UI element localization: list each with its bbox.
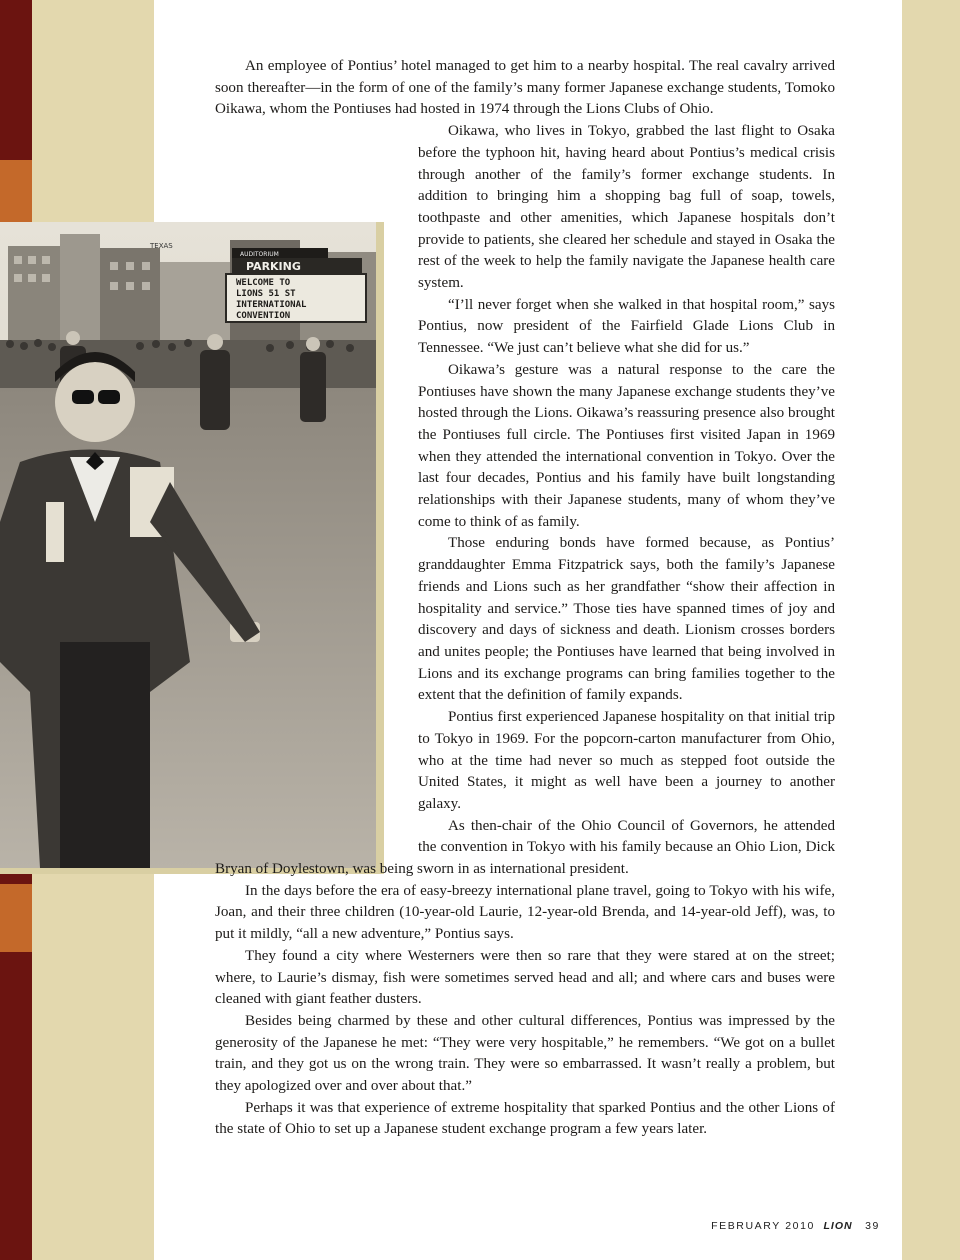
article-paragraph: An employee of Pontius’ hotel managed to get him to a nearby hospital. The real cavalry arrived soon thereafter—in the form of one of the family’s many former Japanese exchange students, Tomoko Oikawa, whom the Pontiuses had hosted in 1974 through the Lions Clubs of Ohio. — [215, 58, 835, 118]
texas-sign: TEXAS — [150, 242, 173, 250]
article-paragraph: Besides being charmed by these and other cultural differences, Pontius was impressed by the generosity of the Japanese he met: “They were very hospitable,” he remembers. “We got on a bullet train, and they got us on the wrong train. They were so embarrassed. It wasn’t really a problem, but they apologized over and over about that.” — [215, 1012, 835, 1095]
article-paragraph: They found a city where Westerners were then so rare that they were stared at on the street; where, to Laurie’s dismay, fish were sometimes served head and all; and where cars and buses were cleaned with giant feather dusters. — [215, 947, 835, 1008]
article-paragraph: “I’ll never forget when she walked in that hospital room,” says Pontius, now president of the Fairfield Glade Lions Club in Tennessee. “We just can’t believe what she did for us.” — [418, 296, 835, 357]
article-paragraph: Oikawa, who lives in Tokyo, grabbed the last flight to Osaka before the typhoon hit, having heard about Pontius’s medical crisis through another of the family’s former exchange students. In addition to bringing him a shopping bag full of soap, towels, toothpaste and other amenities, which Japanese hospitals don’t provide to patients, she cleared her schedule and stayed in Osaka the rest of the week to help the family navigate the Japanese health care system. — [418, 123, 835, 292]
footer-page-number: 39 — [865, 1220, 880, 1232]
marquee-line-2: LIONS 51 ST — [236, 289, 296, 299]
marquee-line-1: WELCOME TO — [236, 278, 291, 288]
parking-sign: PARKING — [246, 260, 301, 273]
article-paragraph: Oikawa’s gesture was a natural response to the care the Pontiuses have shown the many Japanese exchange students they’ve hosted through the Lions. Oikawa’s reassuring presence also brought the Pontiuses full circle. The Pontiuses first visited Japan in 1969 when they attended the international convention in Tokyo. Over the last four decades, Pontius and his family have built longstanding relationships with their Japanese students, many of whom they’ve come to think of as family. — [418, 361, 835, 530]
footer-date: FEBRUARY 2010 — [711, 1220, 815, 1232]
page-footer — [660, 1220, 880, 1232]
left-margin-accent-top — [0, 160, 32, 228]
photo-wrap-spacer — [215, 163, 418, 853]
marquee-line-4: CONVENTION — [236, 311, 291, 321]
right-cream-margin — [902, 0, 960, 1260]
article-paragraph: Those enduring bonds have formed because, as Pontius’ granddaughter Emma Fitzpatrick says, both the family’s Japanese friends and Lions such as her grandfather “show their affection in hospitality and service.” Those ties have spanned times of joy and discovery and days of sickness and death. Lionism crosses borders and unites people; the Pontiuses have learned that being involved in Lions and its exchange programs can bring families together to the extent that the definition of family expands. — [418, 535, 835, 704]
marquee-line-3: INTERNATIONAL — [236, 300, 307, 310]
footer-magazine-name: LION — [823, 1220, 853, 1232]
article-paragraph: Perhaps it was that experience of extreme hospitality that sparked Pontius and the other Lions of the state of Ohio to set up a Japanese student exchange program a few years later. — [215, 1099, 835, 1138]
left-margin-accent-bottom — [0, 884, 32, 952]
article-paragraph: In the days before the era of easy-breezy international plane travel, going to Tokyo with his wife, Joan, and their three children (10-year-old Laurie, 12-year-old Brenda, and 14-year-old Jeff), was, to put it mildly, “all a new adventure,” Pontius says. — [215, 882, 835, 943]
article-paragraph: Pontius first experienced Japanese hospitality on that initial trip to Tokyo in 1969. For the popcorn-carton manufacturer from Ohio, who at the time had never so much as stepped foot outside the United States, it might as well have been a journey to another galaxy. — [418, 709, 835, 812]
auditorium-sign: AUDITORIUM — [240, 251, 279, 258]
article-paragraph: As then-chair of the Ohio Council of Governors, he attended the convention in Tokyo with his family because an Ohio Lion, Dick Bryan of Doylestown, was being sworn in as international president. — [215, 817, 835, 878]
article-body — [215, 56, 835, 1141]
